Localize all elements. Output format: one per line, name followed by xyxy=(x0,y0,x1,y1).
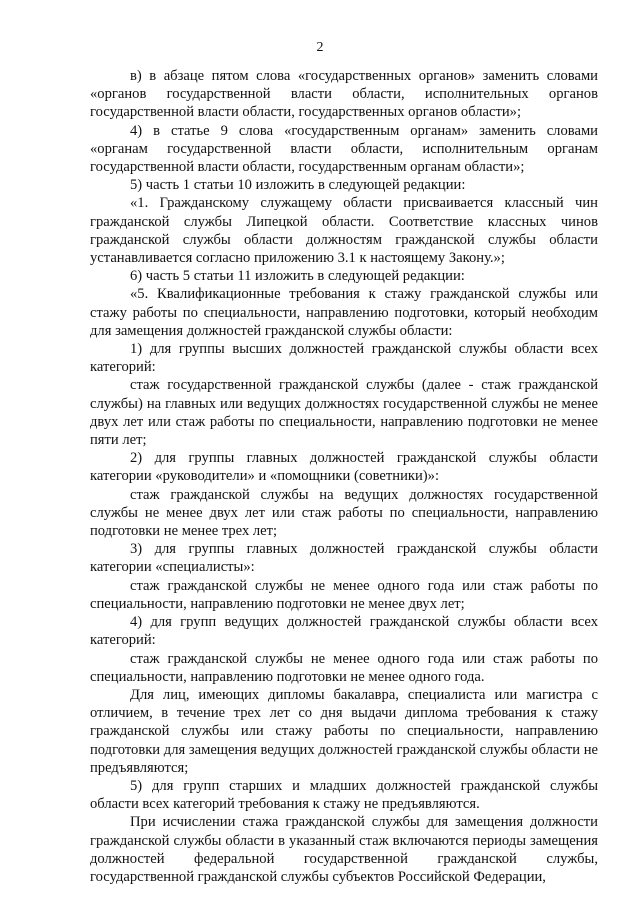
paragraph: «1. Гражданскому служащему области присваивается классный чин гражданской службы Липецкой области. Соответствие классных чинов гражданской службы области должностям гражданской службы области устанавливается согласно приложению 3.1 к настоящему Закону.»; xyxy=(90,195,598,267)
paragraph: 5) для групп старших и младших должностей гражданской службы области всех категорий требования к стажу не предъявляются. xyxy=(90,777,598,813)
paragraph: 4) в статье 9 слова «государственным органам» заменить словами «органам государственной власти области, исполнительным органам государственной власти области, государственным органам области»; xyxy=(90,122,598,176)
paragraph: При исчислении стажа гражданской службы для замещения должности гражданской службы области в указанный стаж включаются периоды замещения должностей федеральной государственной гражданской службы, государственной гражданской службы субъектов Российской Федерации, xyxy=(90,814,598,885)
page-number: 2 xyxy=(316,40,324,55)
paragraph: 2) для группы главных должностей гражданской службы области категории «руководители» и «помощники (советники)»: xyxy=(90,450,598,485)
paragraph: стаж гражданской службы не менее одного года или стаж работы по специальности, направлению подготовки не менее двух лет; xyxy=(90,577,598,612)
paragraph: Для лиц, имеющих дипломы бакалавра, специалиста или магистра с отличием, в течение трех лет со дня выдачи диплома требования к стажу гражданской службы или стажу работы по специальности, направлению подготовки для замещения ведущих должностей гражданской службы области не предъявляются; xyxy=(90,686,598,776)
paragraph: 6) часть 5 статьи 11 изложить в следующей редакции: xyxy=(130,268,465,285)
paragraph: стаж гражданской службы на ведущих должностях государственной службы не менее двух лет или стаж работы по специальности, направлению подготовки не менее трех лет; xyxy=(90,486,598,540)
paragraph: 4) для групп ведущих должностей гражданской службы области всех категорий: xyxy=(90,614,598,649)
paragraph: стаж гражданской службы не менее одного года или стаж работы по специальности, направлению подготовки не менее одного года. xyxy=(90,650,598,685)
paragraph: 5) часть 1 статьи 10 изложить в следующей редакции: xyxy=(130,177,466,194)
paragraph: 1) для группы высших должностей гражданской службы области всех категорий: xyxy=(90,341,598,376)
document-body xyxy=(90,67,598,886)
paragraph: 3) для группы главных должностей гражданской службы области категории «специалисты»: xyxy=(90,541,598,576)
paragraph: стаж государственной гражданской службы (далее - стаж гражданской службы) на главных или ведущих должностях государственной службы не менее двух лет или стаж работы по специальности, направлению подготовки не менее пяти лет; xyxy=(90,377,598,449)
paragraph: в) в абзаце пятом слова «государственных органов» заменить словами «органов государственной власти области, исполнительных органов государственной власти области, государственных органов области»; xyxy=(90,68,598,121)
paragraph: «5. Квалификационные требования к стажу гражданской службы или стажу работы по специальности, направлению подготовки, который необходим для замещения должностей гражданской службы области: xyxy=(90,286,598,339)
